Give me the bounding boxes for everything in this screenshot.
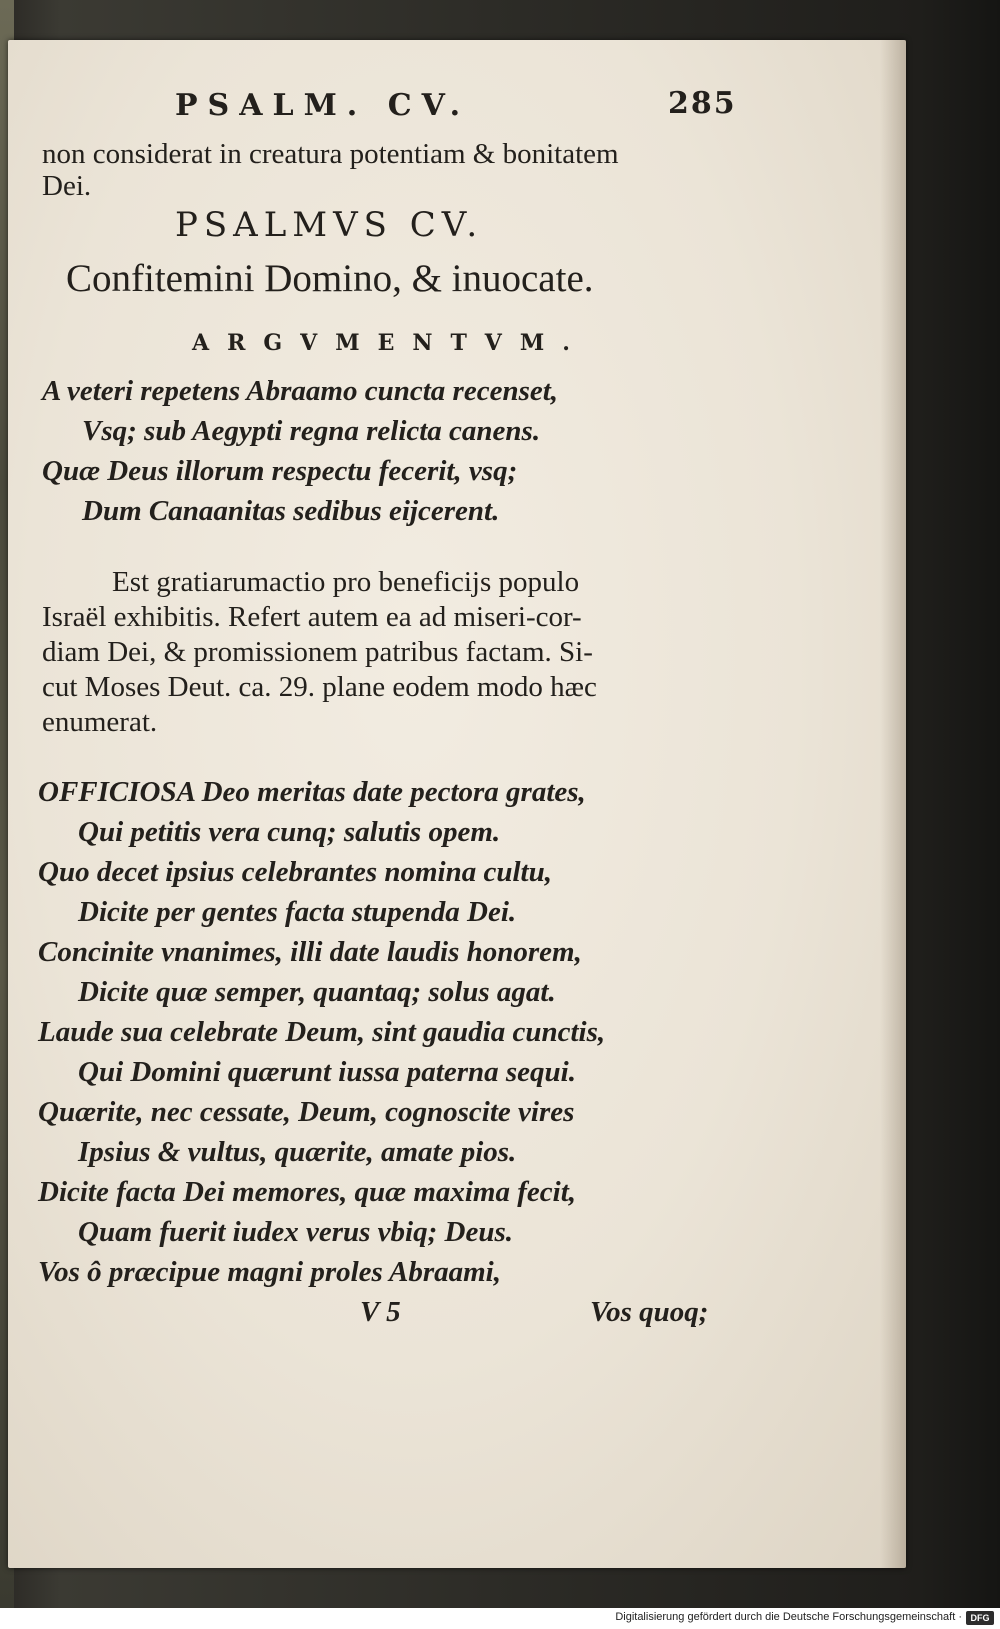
argument-verse: Dum Canaanitas sedibus eijcerent. [82,495,500,527]
argument-verse: A veteri repetens Abraamo cuncta recenset, [42,375,559,407]
poem-verse: Dicite per gentes facta stupenda Dei. [78,896,517,928]
poem-verse: OFFICIOSA Deo meritas date pectora grates, [38,776,586,808]
poem-verse: Qui Domini quærunt iussa paterna sequi. [78,1056,576,1088]
carryover-line: Dei. [42,170,92,202]
poem-verse: Quam fuerit iudex verus vbiq; Deus. [78,1216,513,1248]
running-head [40,88,740,132]
page-edge-shadow [880,40,906,1568]
poem-verse: Quo decet ipsius celebrantes nomina cultu, [38,856,552,888]
psalm-title: PSALMVS CV. [175,205,484,245]
signature-mark: V 5 [360,1296,401,1328]
running-head-title: PSALM. CV. [175,88,471,123]
argument-verse: Vsq; sub Aegypti regna relicta canens. [82,415,541,447]
carryover-line: non considerat in creatura potentiam & bonitatem [42,138,619,170]
poem-verse: Ipsius & vultus, quærite, amate pios. [78,1136,517,1168]
page-number: 285 [668,86,737,121]
poem-verse: Vos ô præcipue magni proles Abraami, [38,1256,501,1288]
argument-verse: Quæ Deus illorum respectu fecerit, vsq; [42,455,518,487]
argument-label: ARGVMENTVM. [192,330,588,356]
poem-verse: Quærite, nec cessate, Deum, cognoscite vires [38,1096,575,1128]
prose-line: Israël exhibitis. Refert autem ea ad miseri-cor- [42,601,582,633]
dfg-logo: DFG [966,1611,994,1625]
prose-line: cut Moses Deut. ca. 29. plane eodem modo hæc [42,671,597,703]
poem-verse: Dicite quæ semper, quantaq; solus agat. [78,976,556,1008]
prose-line: diam Dei, & promissionem patribus factam. Si- [42,636,593,668]
footer-credit: Digitalisierung gefördert durch die Deutsche Forschungsgemeinschaft · [615,1611,962,1623]
psalm-incipit: Confitemini Domino, & inuocate. [66,257,594,300]
footer-bar [0,1608,1000,1629]
catchword: Vos quoq; [590,1296,709,1328]
poem-verse: Concinite vnanimes, illi date laudis honorem, [38,936,582,968]
prose-line: Est gratiarumactio pro beneficijs populo [112,566,580,598]
poem-verse: Laude sua celebrate Deum, sint gaudia cunctis, [38,1016,606,1048]
poem-verse: Qui petitis vera cunq; salutis opem. [78,816,501,848]
prose-line: enumerat. [42,706,158,738]
poem-verse: Dicite facta Dei memores, quæ maxima fecit, [38,1176,577,1208]
